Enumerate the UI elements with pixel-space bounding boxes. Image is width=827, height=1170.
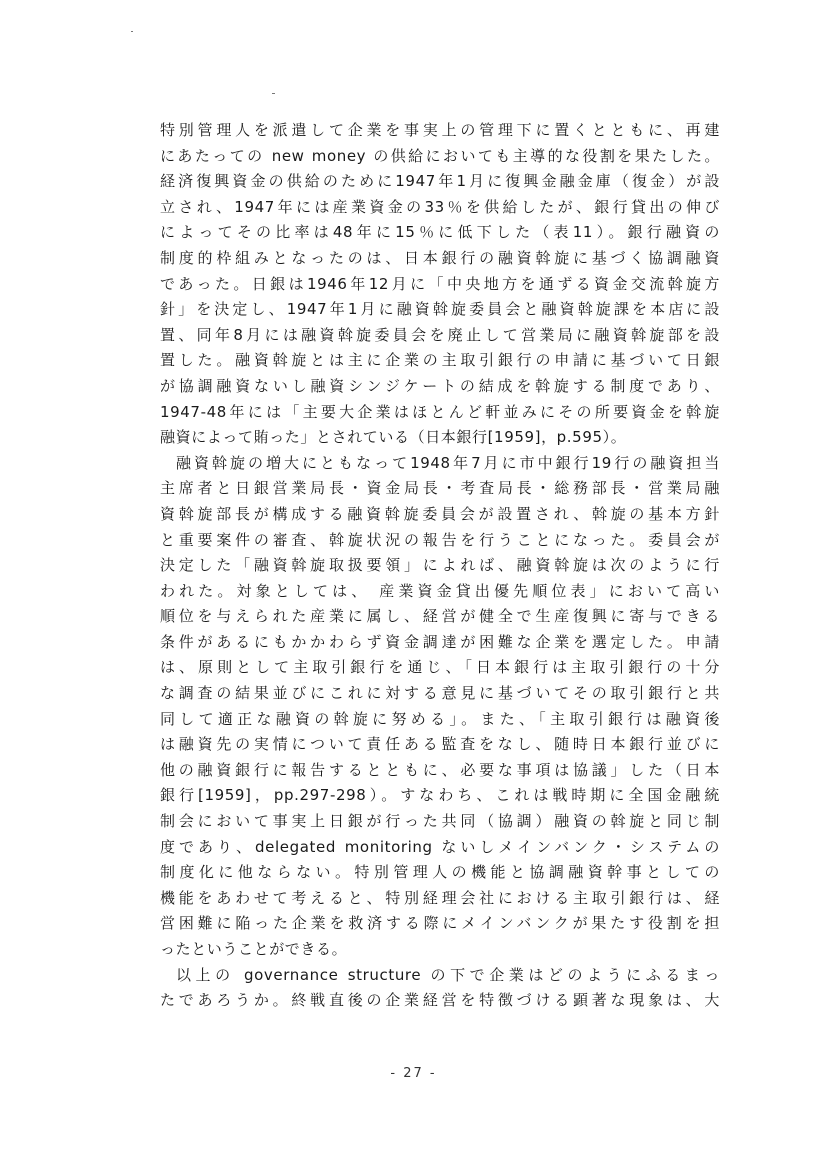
text-line: 決定した「融資斡旋取扱要領」によれば、融資斡旋は次のように行 <box>160 556 720 575</box>
text-line: 制度化に他ならない。特別管理人の機能と協調融資幹事としての <box>160 863 720 882</box>
text-line: 融資斡旋の増大にともなって1948年7月に市中銀行19行の融資担当 <box>176 453 720 472</box>
scan-mark-top <box>272 93 275 94</box>
text-line: 制度的枠組みとなったのは、日本銀行の融資斡旋に基づく協調融資 <box>160 248 720 267</box>
text-line: 以上の governance structure の下で企業はどのようにふるまっ <box>176 965 720 984</box>
text-line: 主席者と日銀営業局長・資金局長・考査局長・総務部長・営業局融 <box>160 479 720 498</box>
text-line: 融資によって賄った」とされている（日本銀行[1959]，p.595）。 <box>160 428 627 447</box>
body-text <box>160 118 720 1014</box>
text-line: 度であり、delegated monitoring ないしメインバンク・システムの <box>160 837 720 856</box>
scan-mark-top-left <box>131 31 133 32</box>
text-line: 制会において事実上日銀が行った共同（協調）融資の斡旋と同じ制 <box>160 812 720 831</box>
text-line: 立され、1947年には産業資金の33％を供給したが、銀行貸出の伸び <box>160 197 720 216</box>
text-line: は融資先の実情について責任ある監査をなし、随時日本銀行並びに <box>160 735 720 754</box>
text-line: 順位を与えられた産業に属し、経営が健全で生産復興に寄与できる <box>160 607 720 626</box>
text-line: 機能をあわせて考えると、特別経理会社における主取引銀行は、経 <box>160 888 720 907</box>
text-line: 経済復興資金の供給のために1947年1月に復興金融金庫（復金）が設 <box>160 172 720 191</box>
text-line: 銀行[1959]，pp.297-298）。すなわち、これは戦時期に全国金融統 <box>160 786 720 805</box>
text-line: は、原則として主取引銀行を通じ、「日本銀行は主取引銀行の十分 <box>160 658 720 677</box>
text-line: な調査の結果並びにこれに対する意見に基づいてその取引銀行と共 <box>160 684 720 703</box>
text-line: 置した。融資斡旋とは主に企業の主取引銀行の申請に基づいて日銀 <box>160 351 720 370</box>
text-line: 条件があるにもかかわらず資金調達が困難な企業を選定した。申請 <box>160 632 720 651</box>
text-line: が協調融資ないし融資シンジケートの結成を斡旋する制度であり、 <box>160 376 720 395</box>
text-line: によってその比率は48年に15％に低下した（表11）。銀行融資の <box>160 223 720 242</box>
text-line: 同して適正な融資の斡旋に努める」。また、「主取引銀行は融資後 <box>160 709 720 728</box>
text-line: 特別管理人を派遣して企業を事実上の管理下に置くとともに、再建 <box>160 121 720 139</box>
text-line: 他の融資銀行に報告するとともに、必要な事項は協議」した（日本 <box>160 760 720 779</box>
text-line: にあたっての new money の供給においても主導的な役割を果たした。 <box>160 146 720 165</box>
text-line: ったということができる。 <box>160 940 348 958</box>
page-number: - 27 - <box>390 1066 437 1081</box>
text-line: と重要案件の審査、斡旋状況の報告を行うことになった。委員会が <box>160 530 720 549</box>
text-line: であった。日銀は1946年12月に「中央地方を通ずる資金交流斡旋方 <box>160 274 720 293</box>
text-line: 置、同年8月には融資斡旋委員会を廃止して営業局に融資斡旋部を設 <box>160 325 720 344</box>
text-line: 資斡旋部長が構成する融資斡旋委員会が設置され、斡旋の基本方針 <box>160 504 720 523</box>
text-line: たであろうか。終戦直後の企業経営を特徴づける顕著な現象は、大 <box>160 991 720 1010</box>
text-line: 営困難に陥った企業を救済する際にメインバンクが果たす役割を担 <box>160 914 720 933</box>
text-line: 針」を決定し、1947年1月に融資斡旋委員会と融資斡旋課を本店に設 <box>160 300 720 319</box>
text-line: 1947-48年には「主要大企業はほとんど軒並みにその所要資金を斡旋 <box>160 402 720 421</box>
text-line: われた。対象としては、 産業資金貸出優先順位表」において高い <box>160 581 720 600</box>
